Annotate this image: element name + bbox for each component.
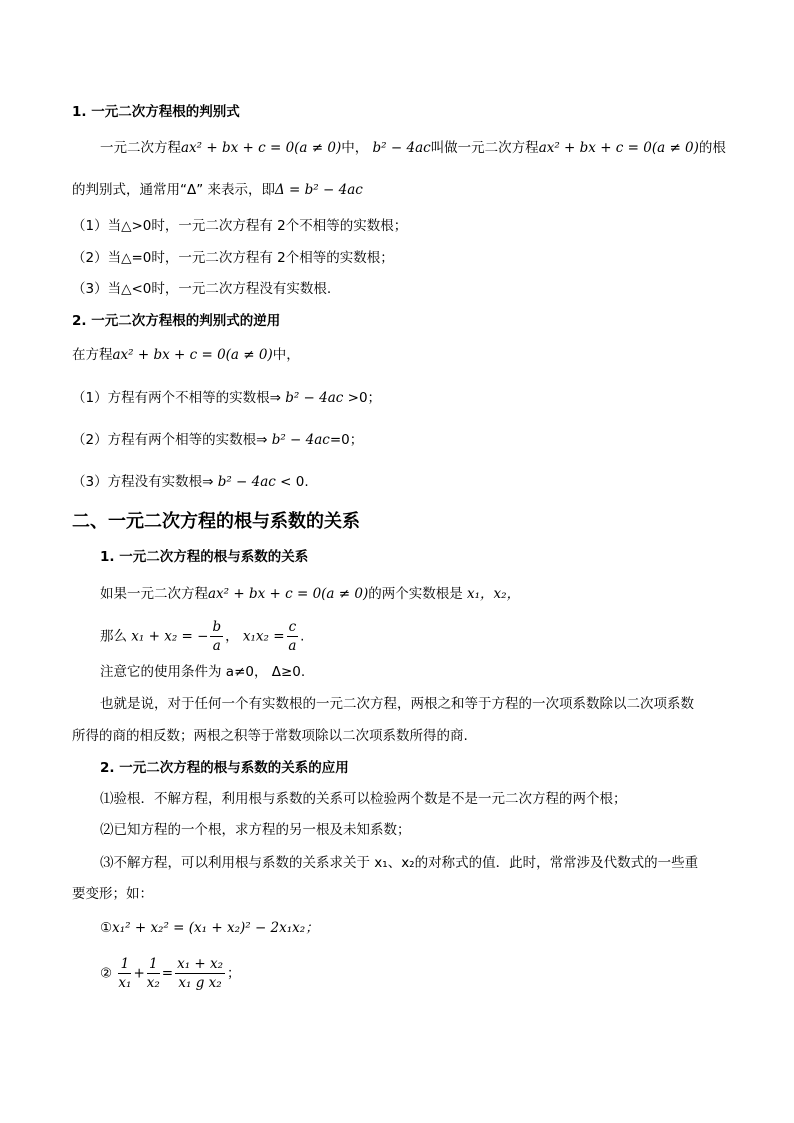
- fraction-1-over-x1: $\frac{1}{\text{x₁}}$: [118, 956, 132, 991]
- list-item: （1）当△>0时，一元二次方程有 2个不相等的实数根；: [72, 218, 408, 234]
- equation-delta: Δ = b² − 4ac: [275, 182, 363, 198]
- section-heading-inverse-use: 2. 一元二次方程根的判别式的逆用: [72, 313, 281, 329]
- paragraph-discriminant-notation: 的判别式，通常用“Δ” 来表示，即Δ = b² − 4ac: [72, 182, 363, 198]
- list-item: （2）当△=0时，一元二次方程有 2个相等的实数根；: [72, 250, 394, 266]
- paragraph-roots-intro: 如果一元二次方程ax² + bx + c = 0(a ≠ 0)的两个实数根是 x₁，x₂，: [100, 586, 521, 602]
- section-heading-applications: 2. 一元二次方程的根与系数的关系的应用: [100, 760, 349, 776]
- fraction-c-over-a: $\frac{c}{a}$: [288, 619, 297, 654]
- list-item: （3）方程没有实数根⇒ b² − 4ac < 0.: [72, 474, 309, 490]
- fraction-sum-over-product: $\frac{\text{x₁ + x₂}}{\text{x₁ g x₂}}$: [177, 956, 224, 991]
- list-item: ⑵已知方程的一个根，求方程的另一根及未知系数；: [100, 822, 411, 838]
- usage-condition: 注意它的使用条件为 a≠0， Δ≥0.: [100, 664, 306, 680]
- list-item: （2）方程有两个相等的实数根⇒ b² − 4ac=0；: [72, 432, 364, 448]
- roots-x1-x2: x₁，x₂，: [467, 586, 521, 602]
- list-item: （1）方程有两个不相等的实数根⇒ b² − 4ac >0；: [72, 390, 382, 406]
- chapter-title: 二、一元二次方程的根与系数的关系: [72, 511, 360, 532]
- list-item: ⑶不解方程，可以利用根与系数的关系求关于 x₁、x₂的对称式的值．此时，常常涉及代数式的一些重: [100, 855, 699, 871]
- list-item-cont: 要变形；如：: [72, 886, 153, 902]
- paragraph-discriminant-definition: 一元二次方程ax² + bx + c = 0(a ≠ 0)中， b² − 4ac叫做一元二次方程ax² + bx + c = 0(a ≠ 0)的根: [100, 140, 726, 156]
- equation-quadratic: ax² + bx + c = 0(a ≠ 0): [538, 140, 699, 156]
- formula-reciprocal-sum: ② $\frac{1}{\text{x₁}}$ + $\frac{1}{\text{x₂}}$ = $\frac{\text{x₁ + x₂}}{\text{x₁ g x₂}}$ ；: [100, 956, 241, 991]
- product-of-roots-lhs: x₁x₂ =: [242, 628, 285, 645]
- equation-quadratic: ax² + bx + c = 0(a ≠ 0): [181, 140, 342, 156]
- section-heading-roots-coefficients: 1. 一元二次方程的根与系数的关系: [100, 549, 309, 565]
- implies-arrow: ⇒: [202, 474, 214, 490]
- formula-sum-of-squares: ①x₁² + x₂² = (x₁ + x₂)² − 2x₁x₂；: [100, 920, 319, 936]
- section-heading-discriminant: 1. 一元二次方程根的判别式: [72, 104, 240, 120]
- implies-arrow: ⇒: [256, 432, 268, 448]
- fraction-1-over-x2: $\frac{1}{\text{x₂}}$: [146, 956, 160, 991]
- equation-quadratic: ax² + bx + c = 0(a ≠ 0): [112, 347, 273, 363]
- paragraph-explanation-cont: 所得的商的相反数；两根之积等于常数项除以二次项系数所得的商.: [72, 728, 468, 744]
- list-item: ⑴验根．不解方程，利用根与系数的关系可以检验两个数是不是一元二次方程的两个根；: [100, 791, 627, 807]
- implies-arrow: ⇒: [269, 390, 281, 406]
- equation-quadratic: ax² + bx + c = 0(a ≠ 0): [208, 586, 369, 602]
- fraction-b-over-a: $\frac{b}{a}$: [212, 619, 222, 654]
- sum-of-roots-lhs: x₁ + x₂ = −: [131, 628, 209, 645]
- list-item: （3）当△<0时，一元二次方程没有实数根.: [72, 281, 332, 297]
- expression-discriminant: b² − 4ac: [372, 140, 431, 156]
- vieta-formulas: 那么 x₁ + x₂ = − $\frac{b}{a}$ ， x₁x₂ = $\frac{c}{a}$ .: [100, 619, 305, 654]
- paragraph-inverse-intro: 在方程ax² + bx + c = 0(a ≠ 0)中，: [72, 347, 300, 363]
- paragraph-explanation: 也就是说，对于任何一个有实数根的一元二次方程，两根之和等于方程的一次项系数除以二次项系数: [100, 696, 694, 712]
